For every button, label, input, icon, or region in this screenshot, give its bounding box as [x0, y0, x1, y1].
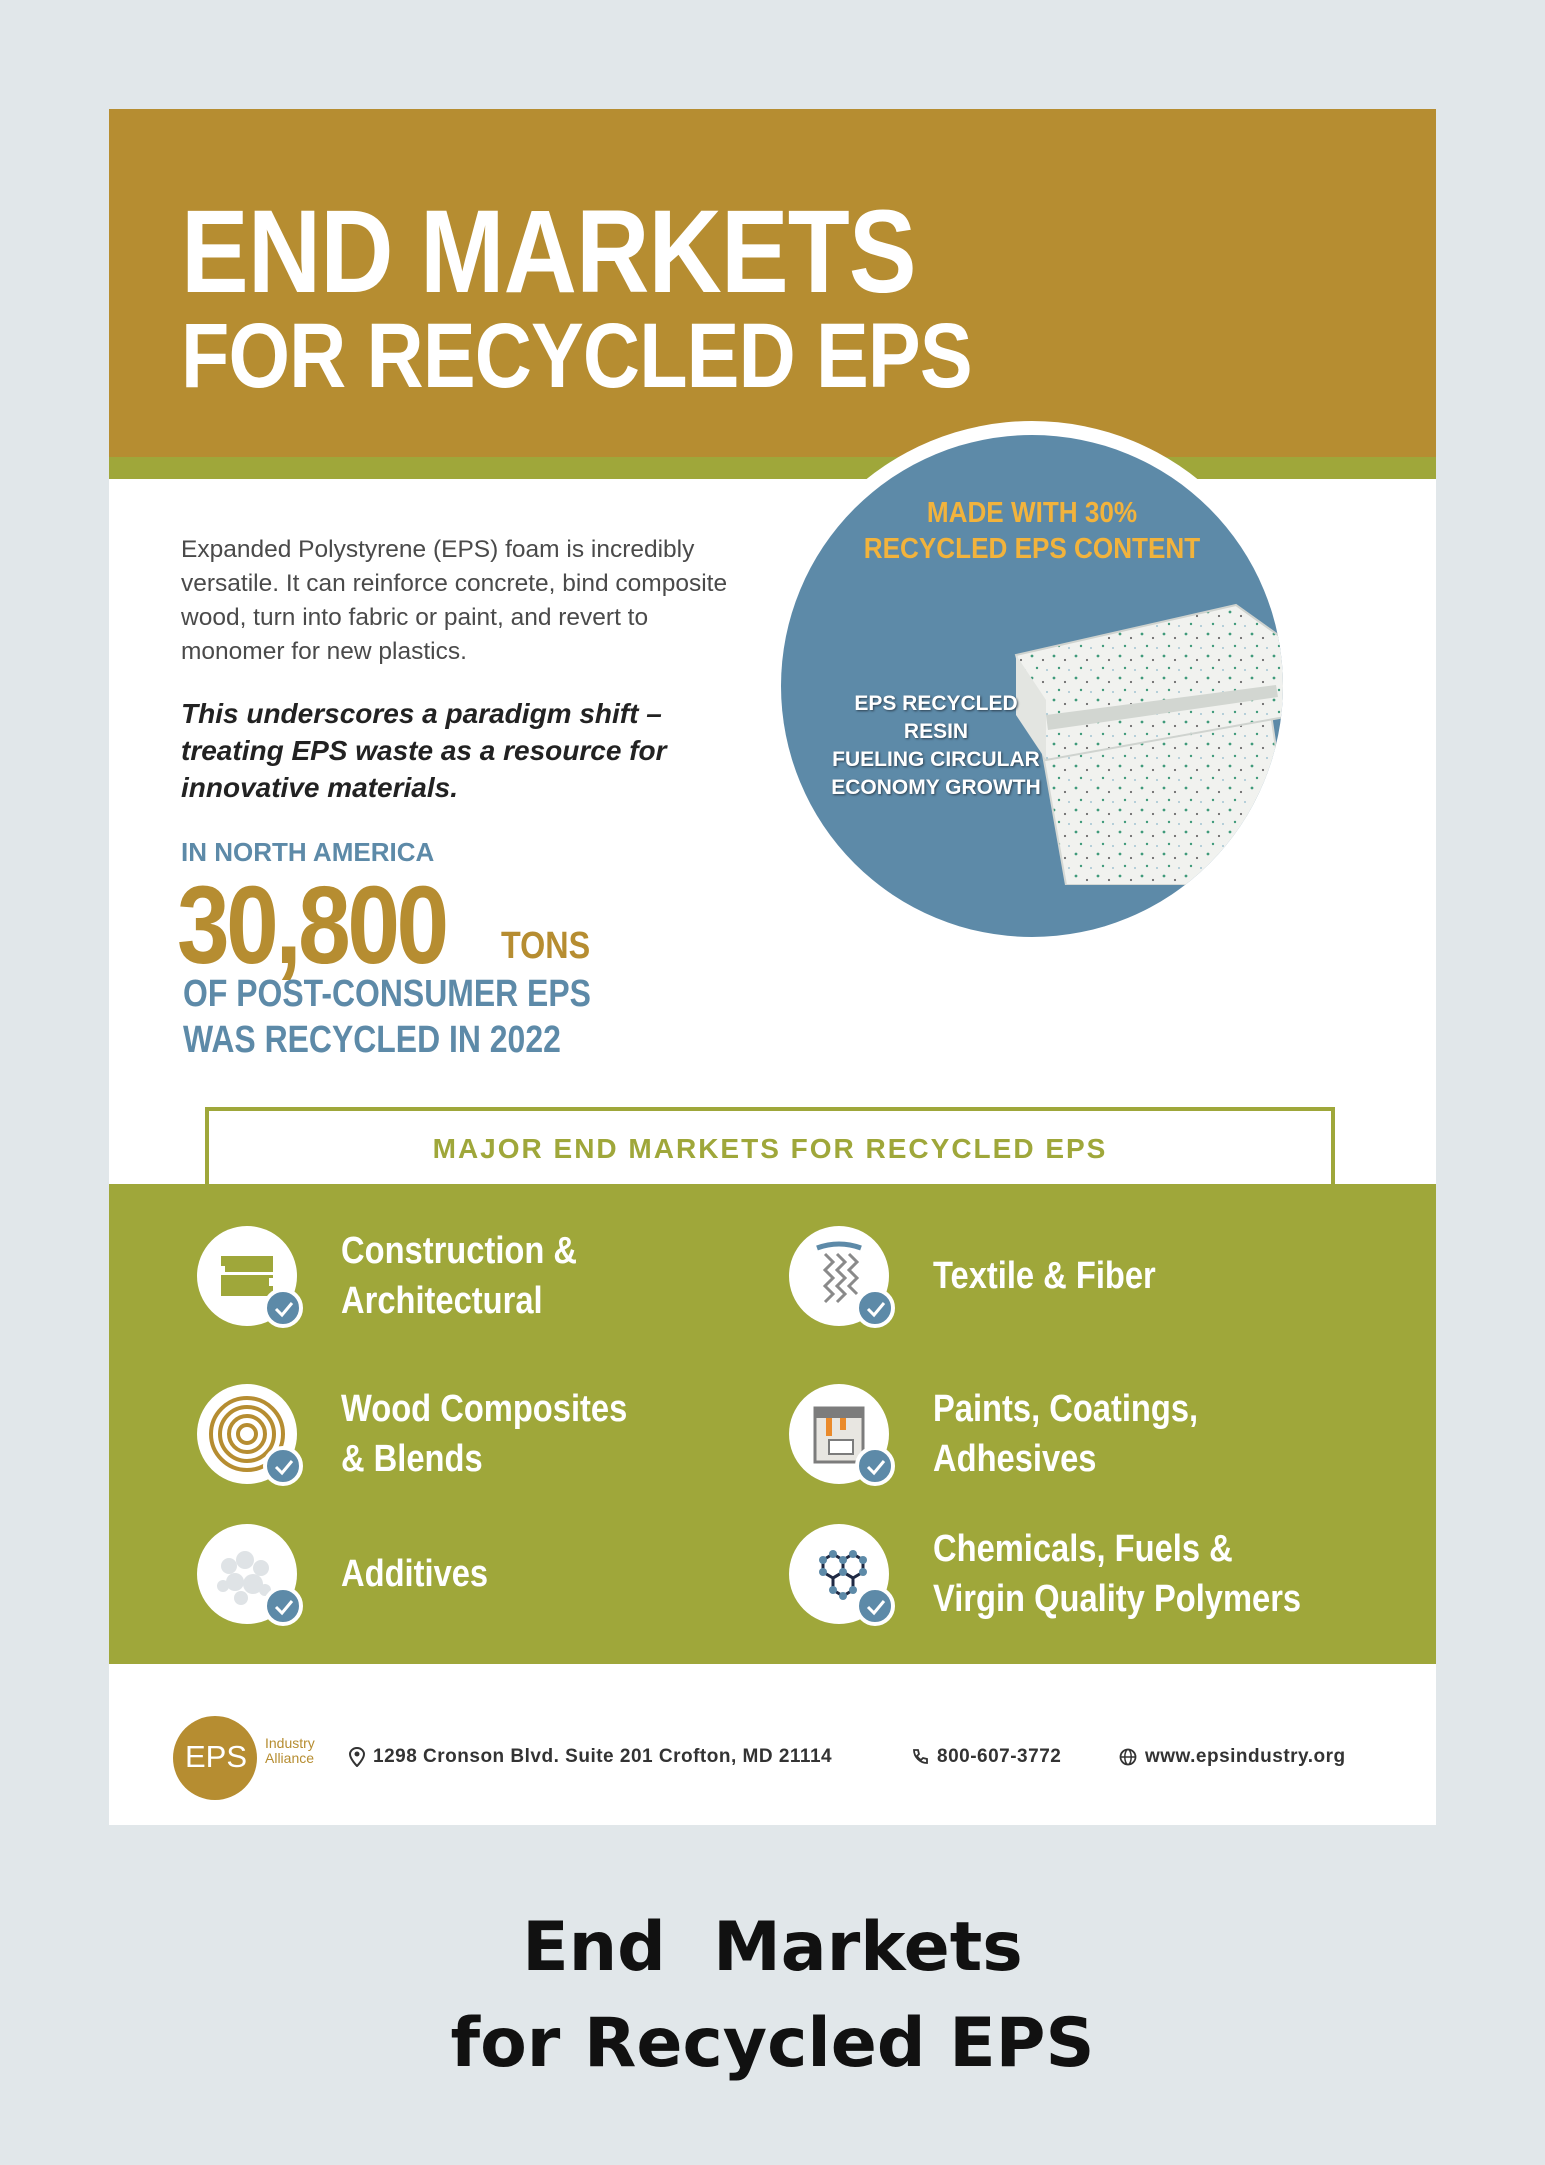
made-with-line: MADE WITH 30% [926, 497, 1138, 529]
market-label-line: Additives [341, 1553, 489, 1595]
paint-icon [789, 1384, 889, 1484]
tons-unit: TONS [501, 925, 591, 967]
market-label-line: Construction & [341, 1230, 578, 1272]
emphasis-line: innovative materials. [181, 772, 459, 803]
market-label [341, 1549, 488, 1599]
phone-icon [911, 1748, 929, 1766]
textile-icon [789, 1226, 889, 1326]
checkmark-icon [263, 1446, 303, 1486]
intro-line: versatile. It can reinforce concrete, bind composite [181, 570, 728, 597]
market-wood [197, 1384, 674, 1484]
resin-caption [821, 690, 1051, 802]
checkmark-icon [855, 1446, 895, 1486]
caption-line: End Markets [522, 1908, 1023, 1987]
market-label [341, 1226, 577, 1326]
page-subtitle: FOR RECYCLED EPS [181, 305, 972, 407]
region-label: IN NORTH AMERICA [181, 837, 435, 867]
address [349, 1746, 832, 1768]
construction-icon [197, 1226, 297, 1326]
resin-caption-line: EPS RECYCLED RESIN [854, 692, 1018, 743]
markets-title: MAJOR END MARKETS FOR RECYCLED EPS [432, 1133, 1108, 1164]
page-caption [0, 1900, 1545, 2092]
market-label [933, 1251, 1156, 1301]
market-textile [789, 1226, 1192, 1326]
emphasis-paragraph [181, 695, 781, 806]
market-label-line: Architectural [341, 1280, 543, 1322]
intro-paragraph [181, 533, 821, 669]
phone-text: 800-607-3772 [937, 1746, 1062, 1767]
market-label [341, 1384, 627, 1484]
markets-title-box [205, 1107, 1335, 1187]
header-divider [109, 457, 1436, 479]
checkmark-icon [263, 1586, 303, 1626]
logo-subtitle [265, 1736, 315, 1766]
intro-line: wood, turn into fabric or paint, and revert to [181, 604, 649, 631]
additives-icon [197, 1524, 297, 1624]
resin-caption-line: FUELING CIRCULAR [832, 748, 1040, 771]
logo-text: EPS [185, 1739, 248, 1774]
market-label-line: Textile & Fiber [933, 1255, 1156, 1297]
address-text: 1298 Cronson Blvd. Suite 201 Crofton, MD 21114 [373, 1746, 833, 1767]
caption-line: for Recycled EPS [450, 2004, 1095, 2083]
recycled-content-circle [781, 435, 1283, 937]
checkmark-icon [263, 1288, 303, 1328]
market-label-line: Paints, Coatings, [933, 1388, 1199, 1430]
footer [109, 1664, 1436, 1825]
market-label [933, 1524, 1301, 1624]
market-label [933, 1384, 1198, 1484]
market-paint [789, 1384, 1241, 1484]
market-construction [197, 1226, 615, 1326]
checkmark-icon [855, 1586, 895, 1626]
wood-icon [197, 1384, 297, 1484]
eps-logo [173, 1716, 257, 1800]
markets-panel [109, 1184, 1436, 1664]
website-text: www.epsindustry.org [1145, 1746, 1346, 1767]
market-chemicals [789, 1524, 1361, 1624]
market-label-line: Virgin Quality Polymers [933, 1578, 1302, 1620]
resin-caption-line: ECONOMY GROWTH [831, 776, 1041, 799]
phone[interactable] [911, 1746, 1061, 1768]
globe-icon [1119, 1748, 1137, 1766]
logo-sub-line: Industry [265, 1735, 315, 1751]
market-label-line: Wood Composites [341, 1388, 628, 1430]
logo-sub-line: Alliance [265, 1750, 315, 1766]
made-with-line: RECYCLED EPS CONTENT [863, 533, 1201, 565]
stat-desc-line: WAS RECYCLED IN 2022 [183, 1019, 561, 1061]
emphasis-line: treating EPS waste as a resource for [181, 735, 667, 766]
page-title: END MARKETS [181, 186, 916, 318]
checkmark-icon [855, 1288, 895, 1328]
intro-line: Expanded Polystyrene (EPS) foam is incredibly [181, 536, 695, 563]
market-label-line: Adhesives [933, 1438, 1097, 1480]
chemical-icon [789, 1524, 889, 1624]
market-label-line: & Blends [341, 1438, 483, 1480]
website[interactable] [1119, 1746, 1346, 1768]
header-banner [109, 109, 1436, 457]
market-label-line: Chemicals, Fuels & [933, 1528, 1233, 1570]
location-pin-icon [349, 1747, 365, 1767]
stat-desc-line: OF POST-CONSUMER EPS [183, 973, 591, 1015]
made-with-heading [806, 495, 1258, 567]
emphasis-line: This underscores a paradigm shift – [181, 698, 662, 729]
stat-description [183, 971, 591, 1063]
tons-number: 30,800 [177, 864, 446, 987]
intro-line: monomer for new plastics. [181, 638, 467, 665]
flyer [109, 109, 1436, 1825]
market-additives [197, 1524, 512, 1624]
